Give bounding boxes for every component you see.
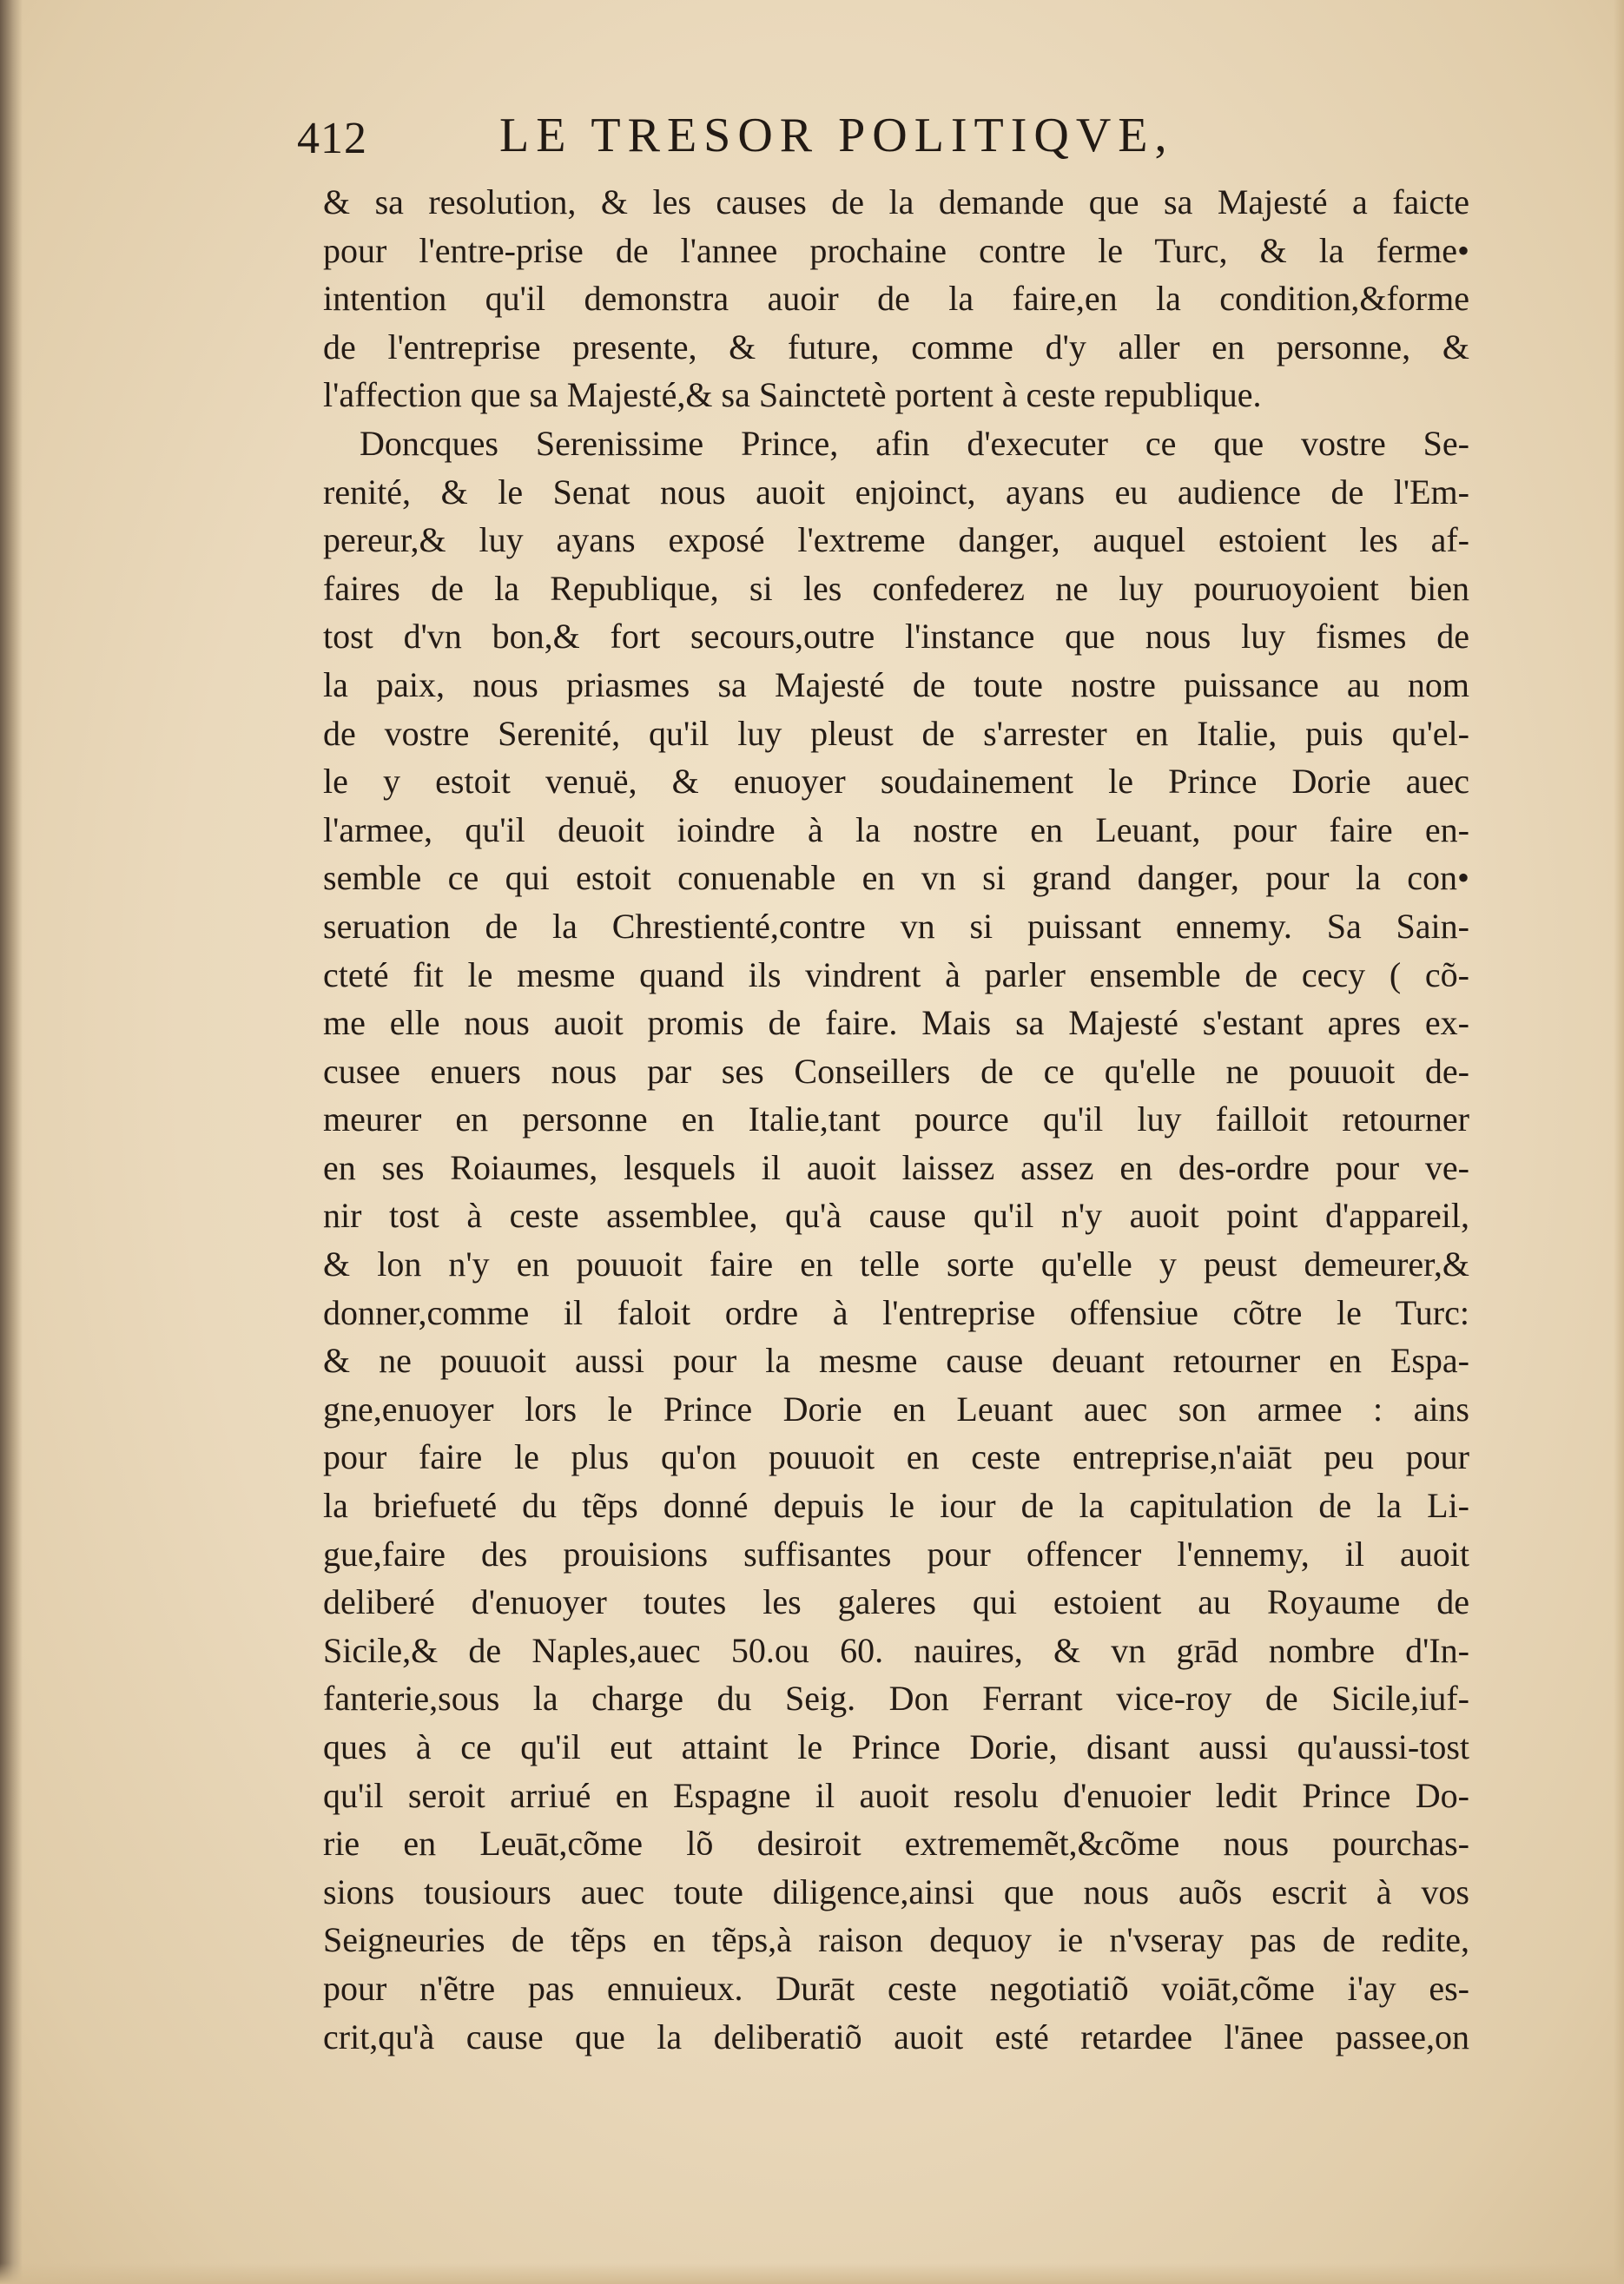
gutter-shadow <box>0 0 23 2284</box>
text-line: pereur,& luy ayans exposé l'extreme danger, auquel estoient les af- <box>323 520 1469 560</box>
text-line: faires de la Republique, si les confederez ne luy pouruoyoient bien <box>323 568 1469 608</box>
text-line: Seigneuries de tẽps en tẽps,à raison dequoy ie n'vseray pas de redite, <box>323 1920 1469 1960</box>
text-line: rie en Leuāt,cõme lõ desiroit extrememẽt,&cõme nous pourchas- <box>323 1824 1469 1864</box>
text-line: ques à ce qu'il eut attaint le Prince Dorie, disant aussi qu'aussi-tost <box>323 1727 1469 1766</box>
text-line: & sa resolution, & les causes de la demande que sa Majesté a faicte <box>323 182 1469 221</box>
text-line: meurer en personne en Italie,tant pource qu'il luy failloit retourner <box>323 1099 1469 1139</box>
text-line: renité, & le Senat nous auoit enjoinct, ayans eu audience de l'Em- <box>323 472 1469 512</box>
text-line: cteté fit le mesme quand ils vindrent à parler ensemble de cecy ( cõ- <box>323 954 1469 994</box>
page-edge-bottom <box>0 2263 1624 2284</box>
text-line: Doncques Serenissime Prince, afin d'executer ce que vostre Se- <box>360 423 1469 463</box>
text-line: pour faire le plus qu'on pouuoit en ceste entreprise,n'aiāt peu pour <box>323 1437 1469 1477</box>
text-line: & lon n'y en pouuoit faire en telle sorte qu'elle y peust demeurer,& <box>323 1244 1469 1284</box>
text-line: pour l'entre-prise de l'annee prochaine contre le Turc, & la ferme• <box>323 230 1469 270</box>
text-line: de vostre Serenité, qu'il luy pleust de s'arrester en Italie, puis qu'el- <box>323 713 1469 753</box>
text-line: nir tost à ceste assemblee, qu'à cause qu'il n'y auoit point d'appareil, <box>323 1196 1469 1236</box>
text-line: le y estoit venuë, & enuoyer soudainement le Prince Dorie auec <box>323 762 1469 802</box>
text-line: crit,qu'à cause que la deliberatiõ auoit esté retardee l'ānee passee,on <box>323 2017 1469 2056</box>
text-line: fanterie,sous la charge du Seig. Don Ferrant vice-roy de Sicile,iuf- <box>323 1679 1469 1719</box>
text-line: pour n'ẽtre pas ennuieux. Durāt ceste negotiatiõ voiāt,cõme i'ay es- <box>323 1968 1469 2008</box>
page-number: 412 <box>297 114 367 163</box>
text-line: sions tousiours auec toute diligence,ainsi que nous auõs escrit à vos <box>323 1871 1469 1911</box>
page-header <box>261 102 1337 163</box>
text-line: cusee enuers nous par ses Conseillers de ce qu'elle ne pouuoit de- <box>323 1051 1469 1091</box>
body-text <box>323 178 1469 2061</box>
text-line: tost d'vn bon,& fort secours,outre l'instance que nous luy fismes de <box>323 617 1469 657</box>
text-line: gne,enuoyer lors le Prince Dorie en Leuant auec son armee : ains <box>323 1389 1469 1429</box>
text-line: l'armee, qu'il deuoit ioindre à la nostre en Leuant, pour faire en- <box>323 809 1469 849</box>
text-line: de l'entreprise presente, & future, comme d'y aller en personne, & <box>323 327 1469 366</box>
text-line: intention qu'il demonstra auoir de la faire,en la condition,&forme <box>323 279 1469 319</box>
text-line: en ses Roiaumes, lesquels il auoit laissez assez en des-ordre pour ve- <box>323 1147 1469 1187</box>
text-line: Sicile,& de Naples,auec 50.ou 60. nauires, & vn grād nombre d'In- <box>323 1630 1469 1670</box>
text-line: semble ce qui estoit conuenable en vn si grand danger, pour la con• <box>323 858 1469 898</box>
text-line: & ne pouuoit aussi pour la mesme cause deuant retourner en Espa- <box>323 1341 1469 1381</box>
text-line: gue,faire des prouisions suffisantes pour offencer l'ennemy, il auoit <box>323 1534 1469 1574</box>
text-line: donner,comme il faloit ordre à l'entreprise offensiue cõtre le Turc: <box>323 1292 1469 1332</box>
page-edge-right <box>1614 0 1624 2284</box>
text-line: l'affection que sa Majesté,& sa Sainctetè portent à ceste republique. <box>323 375 1262 415</box>
text-line: me elle nous auoit promis de faire. Mais sa Majesté s'estant apres ex- <box>323 1003 1469 1043</box>
text-line: seruation de la Chrestienté,contre vn si puissant ennemy. Sa Sain- <box>323 906 1469 946</box>
running-head: LE TRESOR POLITIQVE, <box>499 109 1174 162</box>
text-line: la briefueté du tẽps donné depuis le iour de la capitulation de la Li- <box>323 1486 1469 1526</box>
text-line: deliberé d'enuoyer toutes les galeres qui estoient au Royaume de <box>323 1582 1469 1622</box>
text-line: la paix, nous priasmes sa Majesté de toute nostre puissance au nom <box>323 664 1469 704</box>
text-line: qu'il seroit arriué en Espagne il auoit resolu d'enuoier ledit Prince Do- <box>323 1775 1469 1815</box>
